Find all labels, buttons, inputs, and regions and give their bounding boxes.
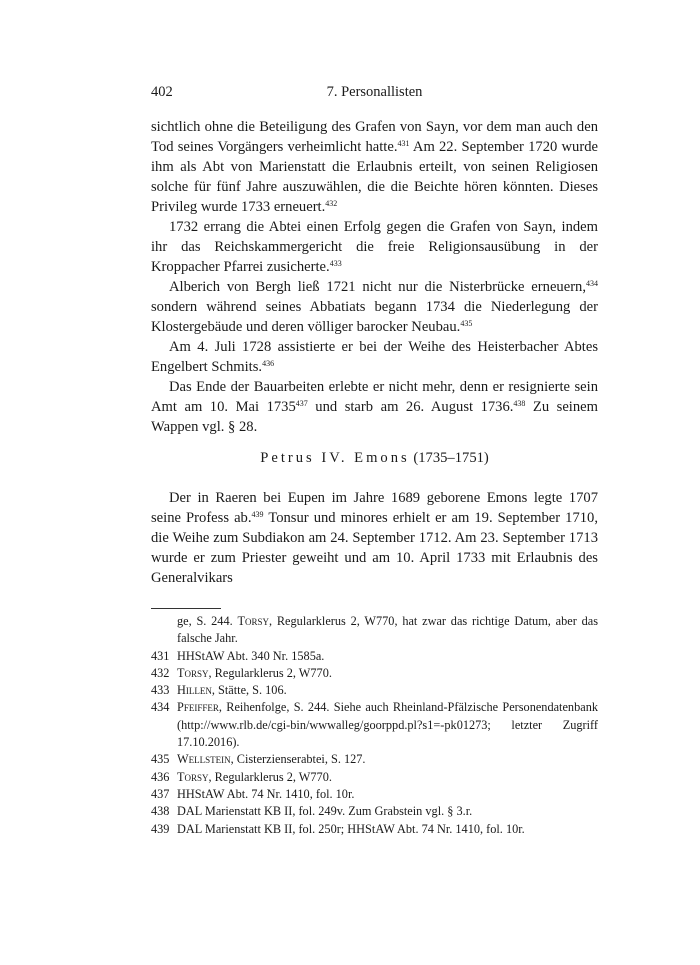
- page-number: 402: [151, 84, 173, 100]
- paragraph: sichtlich ohne die Beteiligung des Grafen von Sayn, vor dem man auch den Tod seines Vorgängers verheimlicht hatte.$^{431}$ Am 22. September 1720 wurde ihm als Abt von Marienstatt die Erlaubnis erteilt, von seinen Religiosen solche für fünf Jahre auszuwählen, die die Beichte hören könnten. Dieses Privileg wurde 1733 erneuert.$^{432}$: [151, 119, 598, 215]
- paragraph: Alberich von Bergh ließ 1721 nicht nur die Nisterbrücke erneuern,$^{434}$ sondern während seines Abbatiats begann 1734 die Niederlegung der Klostergebäude und deren völliger barocker Neubau.$^{435}$: [151, 279, 598, 335]
- footnote-number: 433: [151, 683, 170, 698]
- footnote-text: Wellstein, Cisterzienserabtei, S. 127.: [177, 752, 366, 767]
- footnote-number: 436: [151, 769, 170, 784]
- footnote: [151, 769, 598, 786]
- section-heading: [151, 450, 598, 467]
- footnote-author: Torsy: [177, 665, 209, 680]
- footnote-author: Pfeiffer: [177, 700, 219, 715]
- footnote-text: Torsy, Regularklerus 2, W770.: [177, 665, 332, 680]
- footnote-ref: 432: [325, 199, 338, 208]
- paragraph: Das Ende der Bauarbeiten erlebte er nicht mehr, denn er resignierte sein Amt am 10. Mai 1735$^{437}$ und starb am 26. August 1736.$^{438}$ Zu seinem Wappen vgl. § 28.: [151, 379, 598, 435]
- footnote-number: 439: [151, 821, 170, 836]
- footnote: [151, 803, 598, 820]
- footnote-number: 434: [151, 700, 170, 715]
- footnote-author: Wellstein: [177, 752, 231, 767]
- footnote-number: 437: [151, 786, 170, 801]
- footnote-ref: 431: [397, 139, 410, 148]
- footnote-text: Pfeiffer, Reihenfolge, S. 244. Siehe auch Rheinland-Pfälzische Personendatenbank (http://www.rlb.de/cgi-bin/wwwalleg/goorppd.pl?s1=-pk01273; letzter Zugriff 17.10.2016).: [177, 700, 598, 750]
- paragraph: Der in Raeren bei Eupen im Jahre 1689 geborene Emons legte 1707 seine Profess ab.$^{439}$ Tonsur und minores erhielt er am 19. September 1710, die Weihe zum Subdiakon am 24. September 1712. Am 23. September 1713 wurde er zum Priester geweiht und am 10. April 1733 mit Erlaubnis des Generalvikars: [151, 490, 598, 586]
- footnote-number: 432: [151, 665, 170, 680]
- footnote-text: Hillen, Stätte, S. 106.: [177, 683, 287, 698]
- footnote-number: 438: [151, 804, 170, 819]
- footnote-text: DAL Marienstatt KB II, fol. 249v. Zum Grabstein vgl. § 3.r.: [177, 804, 473, 819]
- section-text: [151, 488, 598, 588]
- footnote-number: 435: [151, 752, 170, 767]
- footnote-author: Torsy: [177, 769, 209, 784]
- paragraph: Am 4. Juli 1728 assistierte er bei der Weihe des Heisterbacher Abtes Engelbert Schmits.$^{436}$: [151, 339, 598, 375]
- footnote: [151, 821, 598, 838]
- footnote-continuation: ge, S. 244. Torsy, Regularklerus 2, W770, hat zwar das richtige Datum, aber das falsche Jahr.: [177, 614, 598, 646]
- section-years: (1735–1751): [413, 450, 489, 466]
- footnote-ref: 434: [586, 279, 598, 288]
- footnote: [151, 648, 598, 665]
- main-text: [151, 117, 598, 437]
- paragraph: 1732 errang die Abtei einen Erfolg gegen die Grafen von Sayn, indem ihr das Reichskammergericht die freie Religionsausübung in der Kroppacher Pfarrei zusicherte.$^{433}$: [151, 219, 598, 275]
- footnote-ref: 433: [329, 259, 342, 268]
- footnote-author: Hillen: [177, 683, 212, 698]
- footnote-number: 431: [151, 648, 170, 663]
- footnote-text: HHStAW Abt. 74 Nr. 1410, fol. 10r.: [177, 786, 355, 801]
- footnote-ref: 436: [262, 359, 275, 368]
- section-name: Petrus IV. Emons: [260, 450, 410, 466]
- footnotes: [151, 613, 598, 838]
- footnote: [151, 682, 598, 699]
- footnote-text: Torsy, Regularklerus 2, W770.: [177, 769, 332, 784]
- footnote-ref: 438: [513, 399, 526, 408]
- footnote-ref: 439: [251, 510, 264, 519]
- footnote-ref: 435: [460, 319, 473, 328]
- footnote-rule: [151, 608, 221, 609]
- footnote: [151, 699, 598, 751]
- footnote: [151, 751, 598, 768]
- footnote-ref: 437: [295, 399, 308, 408]
- footnote-text: HHStAW Abt. 340 Nr. 1585a.: [177, 648, 325, 663]
- footnote: [151, 665, 598, 682]
- running-title: 7. Personallisten: [326, 84, 423, 100]
- footnote-text: DAL Marienstatt KB II, fol. 250r; HHStAW Abt. 74 Nr. 1410, fol. 10r.: [177, 821, 525, 836]
- footnote: [151, 786, 598, 803]
- footnote-list: [151, 648, 598, 838]
- page-header: [151, 84, 598, 104]
